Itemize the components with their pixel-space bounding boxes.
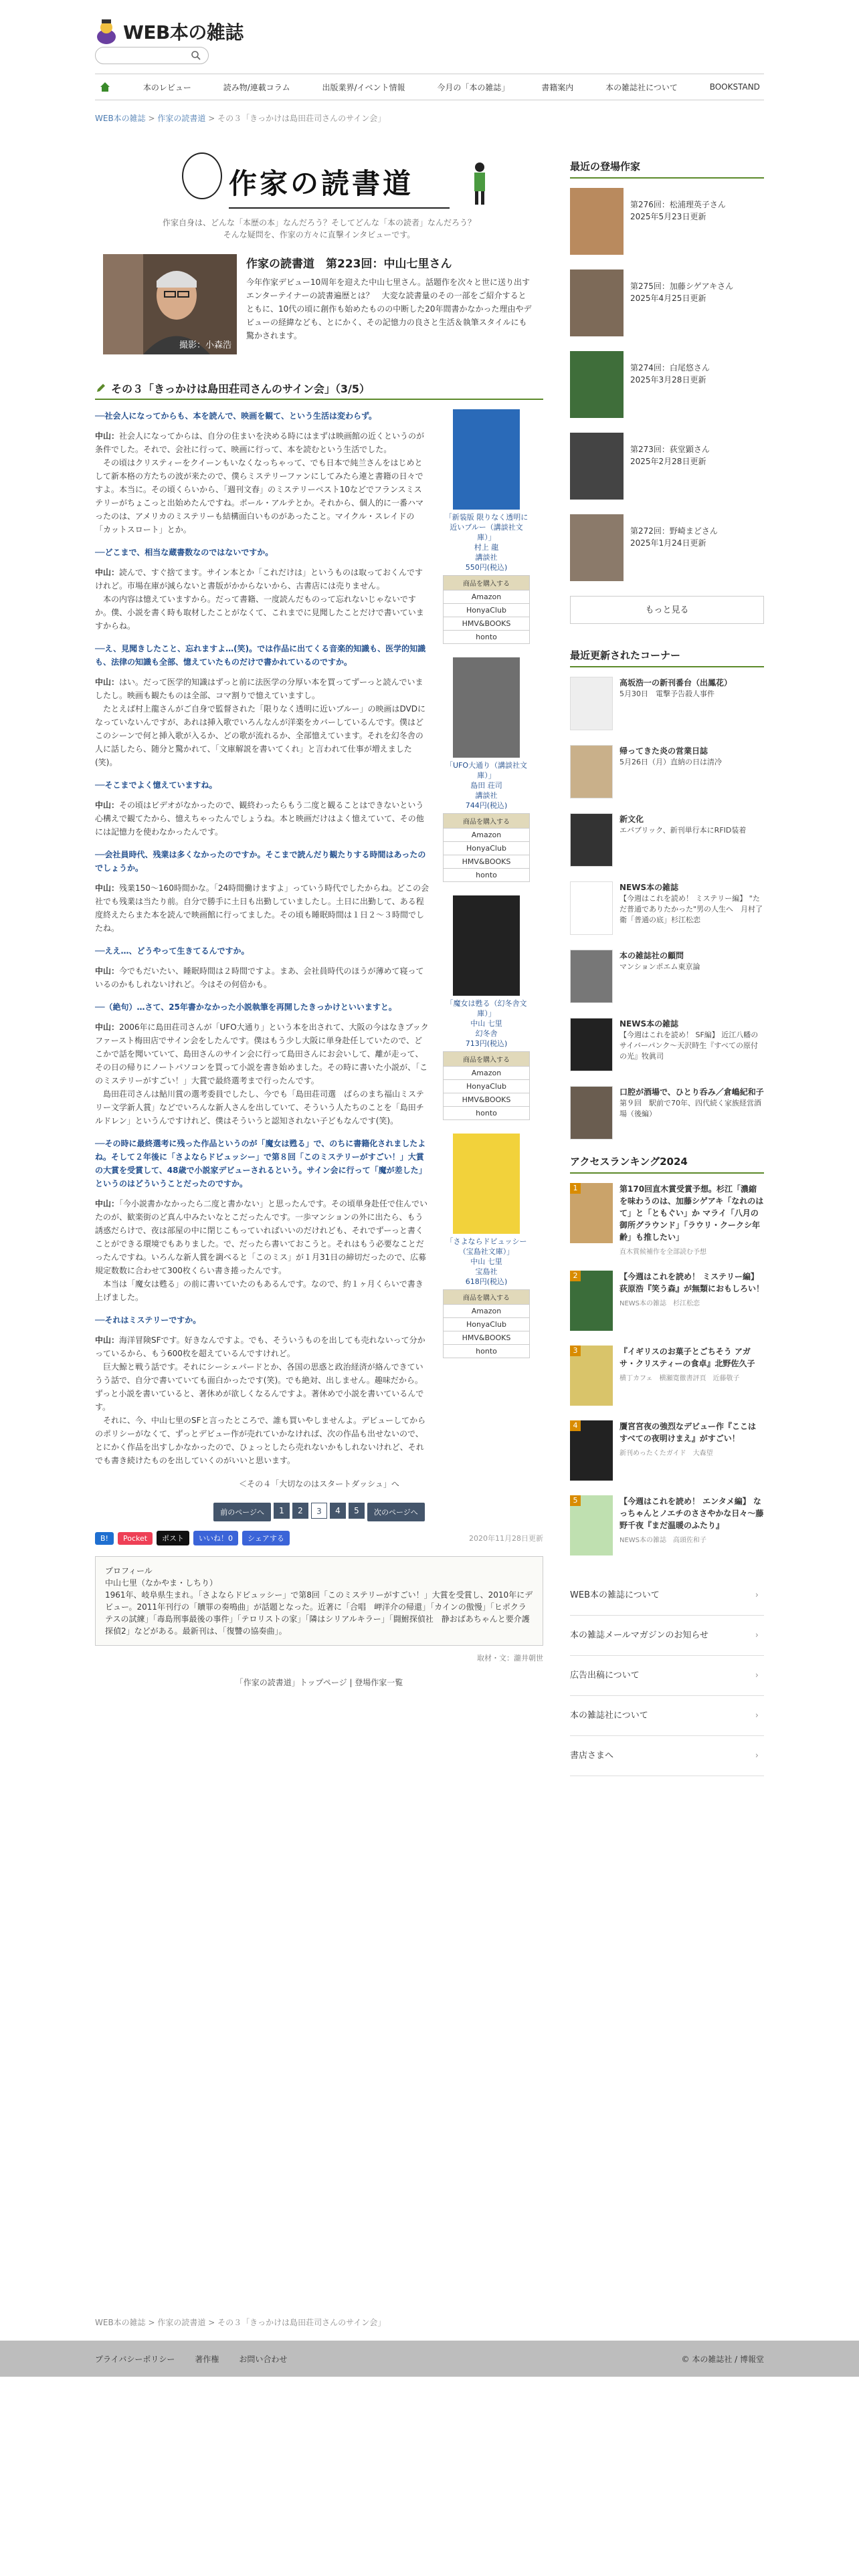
latest-author-episode: 第275回：加藤シゲアキさん	[630, 282, 734, 291]
answer-paragraph: 中山：残業150〜160時間かな。「24時間働けますよ」っていう時代でしたからね。どこの会社でも残業は当たり前。自分で勝手に土日も出勤していましたし。土日に出勤して、ある程度終えたらまた本を読んで映画館に行ってました。その頃も睡眠時間は１日２〜３時間でしたね。	[95, 883, 430, 933]
corner-text	[619, 950, 700, 1003]
speaker-label: 中山：	[95, 1335, 120, 1345]
latest-author-episode: 第274回：白尾悠さん	[630, 363, 710, 372]
breadcrumb-sep: >	[148, 114, 155, 123]
speaker-label: 中山：	[95, 677, 120, 687]
shop-link-hmvbooks[interactable]: HMV&BOOKS	[443, 855, 530, 869]
latest-author-item[interactable]	[570, 188, 764, 255]
ranking-list	[570, 1183, 764, 1555]
speaker-label: 中山：	[95, 800, 120, 810]
more-button[interactable]: もっと見る	[570, 596, 764, 624]
author-photo	[103, 254, 237, 354]
latest-author-episode: 第273回：荻堂顕さん	[630, 445, 710, 454]
ranking-source: NEWS本の雑誌 高頭佐和子	[619, 1537, 707, 1544]
answer-paragraph: 本の内容は憶えていますから。だって書籍、一度読んだものって忘れないじゃないですか。僕、小説を書く時も取材したことがなくて、これまでに見聞したことだけで書いていますからね。	[95, 595, 424, 631]
interview-intro	[95, 254, 543, 361]
book-cover[interactable]	[453, 1134, 520, 1234]
corner-text	[619, 1086, 764, 1140]
interview-question: ──ええ…、どうやって生きてるんですか。	[95, 946, 250, 956]
interview-question: ──そこまでよく憶えていますね。	[95, 780, 217, 790]
author-thumbnail	[570, 188, 624, 255]
speaker-label: 中山：	[95, 568, 120, 577]
corner-name: 本の雑誌社の顧問	[619, 951, 684, 960]
corner-text	[619, 1018, 764, 1071]
latest-author-text	[630, 514, 718, 581]
latest-author-item[interactable]	[570, 270, 764, 336]
corner-header	[95, 147, 543, 239]
shop-link-honto[interactable]: honto	[443, 630, 530, 644]
speech-bubble-icon	[182, 152, 222, 199]
shop-link-amazon[interactable]: Amazon	[443, 1304, 530, 1318]
ranking-thumbnail	[570, 1420, 613, 1481]
recent-corner-item[interactable]	[570, 1086, 764, 1140]
latest-author-text	[630, 433, 710, 500]
interview-lead: 今年作家デビュー10周年を迎えた中山七里さん。話題作を次々と世に送り出すエンターテイナーの読書遍歴とは？ 大変な読書量のその一部をご紹介するとともに、10代の頃に創作も始めたものの中断した20年間書かなかった理由やデビューの経緯なども、とにかく、その記憶力の良さと生活＆執筆スタイルにも驚かされます。	[246, 278, 532, 340]
page-number[interactable]: 4	[330, 1503, 346, 1519]
ranking-title: 贋宮宮夜の強烈なデビュー作『ここはすべての夜明けまえ』がすごい！	[619, 1422, 757, 1443]
ranking-text	[619, 1271, 764, 1331]
latest-author-item[interactable]	[570, 514, 764, 581]
nav-industry[interactable]: 出版業界/イベント情報	[322, 82, 405, 92]
section-title	[95, 377, 543, 400]
breadcrumb-home[interactable]: WEB本の雑誌	[95, 114, 146, 123]
sidebar-link[interactable]: 本の雑誌メールマガジンのお知らせ ›	[570, 1616, 764, 1656]
book-price: 713円(税込)	[465, 1039, 508, 1048]
shop-link-amazon[interactable]: Amazon	[443, 828, 530, 842]
answer-paragraph: 中山：今でもだいたい、睡眠時間は２時間ですよ。まあ、会社員時代のほうが薄めて寝っているのかもしれないけれど。今はその何倍かも。	[95, 966, 424, 989]
ranking-thumbnail	[570, 1271, 613, 1331]
speaker-label: 中山：	[95, 431, 120, 441]
logo-mascot-icon	[95, 18, 118, 45]
nav-books[interactable]: 書籍案内	[541, 82, 574, 92]
corner-thumbnail	[570, 881, 613, 935]
answer-paragraph: それに、今、中山七里のSFと言ったところで、誰も買いやしませんよ。デビューしてからのポリシーがなくて、ずっとデビュー作が売れていかなければ、次の作品も出せないので、とにかく作品を出すしかなかったので、ひょっとしたら売れないかもしれないけれど、それでも書き続けたものを出していくのがいいと思います。	[95, 1416, 426, 1465]
corner-text	[619, 745, 722, 798]
book-pub: 幻冬舎	[475, 1029, 498, 1038]
book-cover[interactable]	[453, 409, 520, 510]
answer-paragraph: 巨大鯨と戦う話です。それにシーシェパードとか、各国の思惑と政治経済が絡んできていうう話で、自分で書いていても面白かったです(笑)。でも絶対、出しません。趣味だから。ずっと小説を書いていると、著休めが欲しくなるんですよ。著休めで小説を書いているんです。	[95, 1362, 424, 1412]
interview-question: ──社会人になってからも、本を読んで、映画を観て、という生活は変わらず。	[95, 411, 377, 421]
book-price: 550円(税込)	[465, 563, 508, 572]
logo-text: WEB本の雑誌	[123, 21, 244, 43]
ranking-text	[619, 1420, 764, 1481]
ranking-item[interactable]	[570, 1495, 764, 1555]
recent-corner-item[interactable]	[570, 813, 764, 867]
recent-corner-item[interactable]	[570, 1018, 764, 1071]
shop-link-honyaclub[interactable]: HonyaClub	[443, 1317, 530, 1331]
interview-question: ──（絶句）…さて、25年書かなかった小説執筆を再開したきっかけといいますと。	[95, 1002, 397, 1012]
latest-author-date: 2025年1月24日更新	[630, 538, 706, 548]
answer-paragraph: その頃はクリスティーをクイーンもいなくなっちゃって、でも日本で純兰さんをはじめとして新本格の方たちの波が来たので、僕らミステリーファンにしてみたら連と書籍の日々ですよ。本当に。その頃くらいから、「週刊文春」のミステリーベスト10などでフランスミステリーがちょこっと出始めたんですね。ポール・アルテとか。それから、個人的に一番ハマったのは、アメリカのミステリーも結構面白いものがあったこと。マイクル・スレイドの「カットスロート」とか。	[95, 458, 424, 534]
shop-link-hmvbooks[interactable]: HMV&BOOKS	[443, 1331, 530, 1345]
sidebar-link[interactable]: 書店さまへ ›	[570, 1736, 764, 1776]
facebook-share-button[interactable]: シェアする	[242, 1531, 290, 1545]
corner-thumbnail	[570, 950, 613, 1003]
corner-update: 5月26日（月）直納の日は清冷	[619, 758, 722, 766]
tagline-line-2: そんな疑問を、作家の方々に直撃インタビューです。	[223, 230, 415, 239]
page-number[interactable]: 2	[292, 1503, 308, 1519]
interview-body	[95, 409, 543, 1467]
prev-page-button[interactable]: 前のページへ	[213, 1503, 271, 1521]
ranking-item[interactable]	[570, 1346, 764, 1406]
ranking-item[interactable]	[570, 1420, 764, 1481]
corner-name: 帰ってきた炎の営業日誌	[619, 746, 708, 756]
breadcrumb-home[interactable]: WEB本の雑誌	[95, 2318, 146, 2327]
shop-link-honyaclub[interactable]: HonyaClub	[443, 841, 530, 855]
photo-credit: 撮影：小森浩	[179, 340, 231, 350]
rank-number: 3	[570, 1346, 581, 1356]
episode-title: 作家の読書道 第223回：中山七里さん	[246, 257, 452, 271]
profile-name: 中山七里（なかやま・しちり）	[105, 1578, 218, 1588]
answer-paragraph: 島田荘司さんは鮎川賞の選考委員でしたし、今でも「島田荘司選 ばらのまち福山ミステリー文学新人賞」などでいろんな新人さんを出していて、そういう人たちのことを「島田チルドレン」というんですけれど、僕はそういうと認知されない子どもなんです(笑)。	[95, 1089, 424, 1125]
buy-label: 商品を購入する	[443, 813, 530, 829]
sidebar-link[interactable]: 本の雑誌社について ›	[570, 1696, 764, 1736]
latest-author-item[interactable]	[570, 351, 764, 418]
next-chapter-link[interactable]: ＜その４「大切なのはスタートダッシュ」へ	[239, 1479, 399, 1489]
ranking-title: 【今週はこれを読め！ エンタメ編】 なっちゃんとノエチのささやかな日々〜藤野千夜『まだ温暖のふたり』	[619, 1497, 764, 1530]
breadcrumb	[95, 112, 764, 126]
corner-name: 新文化	[619, 815, 644, 824]
home-icon[interactable]	[99, 81, 111, 93]
recent-corner-item[interactable]	[570, 881, 764, 935]
x-post-button[interactable]: ポスト	[157, 1531, 189, 1545]
latest-author-episode: 第276回：松浦理英子さん	[630, 200, 726, 209]
shop-link-honto[interactable]: honto	[443, 1106, 530, 1120]
latest-author-date: 2025年4月25日更新	[630, 294, 706, 303]
site-logo[interactable]	[95, 16, 244, 47]
interview-credit: 取材・文：瀧井朝世	[477, 1654, 543, 1662]
ranking-source: 横丁カフェ 横瀬寛徹書評頁 近藤敬子	[619, 1375, 740, 1382]
book-item	[443, 657, 530, 882]
interview-answer	[95, 881, 430, 935]
buy-label: 商品を購入する	[443, 575, 530, 591]
ranking-item[interactable]	[570, 1271, 764, 1331]
speaker-label: 中山：	[95, 1023, 120, 1032]
interview-answer	[95, 1197, 430, 1304]
corner-tagline	[95, 217, 543, 241]
shop-link-hmvbooks[interactable]: HMV&BOOKS	[443, 617, 530, 631]
book-item	[443, 895, 530, 1120]
author-thumbnail	[570, 351, 624, 418]
book-list	[443, 409, 530, 1372]
rank-number: 2	[570, 1271, 581, 1281]
book-title[interactable]: 「魔女は甦る（幻冬舎文庫）」	[446, 999, 527, 1018]
interview-answer	[95, 429, 430, 536]
search-input[interactable]	[104, 47, 197, 64]
search-box	[95, 47, 209, 64]
ranking-source: 新刊めったくたガイド 大森望	[619, 1450, 713, 1457]
updated-date: 2020年11月28日更新	[469, 1534, 543, 1543]
corner-links[interactable]: 「作家の読書道」トップページ | 登場作家一覧	[235, 1678, 403, 1687]
ranking-thumbnail	[570, 1495, 613, 1555]
facebook-like-button[interactable]: いいね！0	[193, 1531, 238, 1545]
sidebar-links	[570, 1576, 764, 1776]
speaker-label: 中山：	[95, 883, 120, 893]
share-bar	[95, 1531, 543, 1545]
interview-question: ──それはミステリーですか。	[95, 1315, 201, 1325]
corner-name: 高坂浩一の新刊番台（出鳳花）	[619, 678, 733, 687]
breadcrumb-sep: >	[208, 2318, 215, 2327]
answer-paragraph: 中山：「今小説書かなかったら二度と書かない」と思ったんです。その頃単身赴任で住んでいたのが、歓楽街のど真ん中みたいなとこだったんです。一歩マンションの外に出たら、もう誘惑だらけで、夜は部屋の中に閉じこもっていればいいのだけれども、それでずーっと書くことができる環境でもありました。で、だったら書いておこうと。それはもう必要なことだったんですね。いろんな新人賞を調べると「このミス」が１月31日の締切だったので、広募規定数数に合わせて300枚くらい書き捲ったんです。	[95, 1199, 428, 1275]
book-author: 村上 龍	[474, 543, 499, 552]
rank-number: 1	[570, 1183, 581, 1194]
speaker-label: 中山：	[95, 966, 120, 976]
breadcrumb-corner[interactable]: 作家の読書道	[157, 2318, 206, 2327]
ranking-title: 『イギリスのお菓子とごちそう アガサ・クリスティーの食卓』北野佐久子	[619, 1347, 755, 1368]
recent-corner-item[interactable]	[570, 950, 764, 1003]
page-number[interactable]: 3	[311, 1503, 327, 1519]
nav-bookstand[interactable]: BOOKSTAND	[709, 82, 760, 92]
tagline-line-1: 作家自身は、どんな「本歴の本」なんだろう？そしてどんな「本の読者」なんだろう？	[162, 218, 476, 227]
ranking-source: 直木賞候補作を全部読む予想	[619, 1249, 706, 1256]
breadcrumb-current: その３「きっかけは島田荘司さんのサイン会」	[217, 2318, 386, 2327]
shop-link-honyaclub[interactable]: HonyaClub	[443, 1079, 530, 1093]
corner-thumbnail	[570, 1086, 613, 1140]
answer-paragraph: 中山：海洋冒険SFです。好きなんですよ。でも、そういうものを出しても売れないって分かっているから、もう600枚を超えているんですけれど。	[95, 1335, 425, 1358]
latest-author-item[interactable]	[570, 433, 764, 500]
speaker-label: 中山：	[95, 1199, 120, 1208]
author-thumbnail	[570, 433, 624, 500]
recent-corners-list	[570, 677, 764, 1140]
interview-question: ──どこまで、相当な蔵書数なのではないですか。	[95, 548, 274, 557]
ranking-text	[619, 1495, 764, 1555]
corner-title: 作家の読書道	[229, 167, 414, 200]
breadcrumb-bottom	[95, 2317, 385, 2328]
profile-heading: プロフィール	[105, 1566, 153, 1576]
corner-thumbnail	[570, 677, 613, 730]
author-thumbnail	[570, 514, 624, 581]
breadcrumb-current: その３「きっかけは島田荘司さんのサイン会」	[217, 114, 386, 123]
page-number[interactable]: 1	[274, 1503, 290, 1519]
corner-name: NEWS本の雑誌	[619, 883, 679, 892]
latest-author-episode: 第272回：野崎まどさん	[630, 526, 718, 536]
shop-link-honyaclub[interactable]: HonyaClub	[443, 603, 530, 617]
page-number[interactable]: 5	[349, 1503, 365, 1519]
ranking-source: NEWS本の雑誌 杉江松恋	[619, 1300, 700, 1307]
latest-author-text	[630, 188, 726, 255]
divider	[229, 207, 450, 209]
answer-paragraph: 中山：はい。だって医学的知識はずっと前に法医学の分厚い本を買ってずーっと読んでいましたし。映画も観たものは全部、コマ割りで憶えていますし。	[95, 677, 423, 700]
book-item	[443, 1134, 530, 1358]
footer-privacy-link[interactable]: プライバシーポリシー	[95, 2354, 175, 2364]
buy-label: 商品を購入する	[443, 1289, 530, 1305]
answer-paragraph: 中山：読んで、すぐ捨てます。サイン本とか「これだけは」というものは取っておくんですけれど。市場在庫が減らないと書版がかからないから、古書店には売りません。	[95, 568, 423, 591]
answer-paragraph: 本当は「魔女は甦る」の前に書いていたのもあるんです。なので、約１ヶ月くらいで書き上げました。	[95, 1279, 423, 1302]
pager-buttons	[95, 1503, 543, 1521]
book-pub: 宝島社	[475, 1267, 498, 1276]
latest-author-date: 2025年3月28日更新	[630, 375, 706, 385]
book-author: 中山 七里	[470, 1019, 502, 1028]
interview-question: ──え、見聞きしたこと、忘れますよ…(笑)。では作品に出てくる音楽的知識も、医学的知識も、法律の知識も全部、憶えていたものだけで書かれているのですか。	[95, 644, 426, 667]
corner-thumbnail	[570, 745, 613, 798]
latest-authors-list	[570, 188, 764, 581]
interview-answer	[95, 675, 430, 769]
latest-author-text	[630, 270, 733, 336]
book-item	[443, 409, 530, 644]
book-cover[interactable]	[453, 657, 520, 758]
interview-answer	[95, 964, 430, 991]
corner-thumbnail	[570, 813, 613, 867]
answer-paragraph: 中山：社会人になってからは、自分の住まいを決める時にはまずは映画館の近くというのが条件でした。それで、会社に行って、映画に行って、本を読むという生活でした。	[95, 431, 425, 454]
global-nav	[95, 74, 764, 100]
site-header	[95, 0, 764, 67]
latest-authors-heading: 最近の登場作家	[570, 159, 764, 179]
footer-copyright: © 本の雑誌社 / 博報堂	[681, 2354, 764, 2364]
ranking-text	[619, 1346, 764, 1406]
book-title[interactable]: 「UFO大通り（講談社文庫）」	[445, 761, 528, 780]
latest-author-text	[630, 351, 710, 418]
book-price: 618円(税込)	[465, 1277, 508, 1286]
rank-number: 5	[570, 1495, 581, 1506]
interview-answer	[95, 1333, 430, 1467]
next-page-button[interactable]: 次のページへ	[367, 1503, 425, 1521]
answer-paragraph: 中山：その頃はビデオがなかったので、観終わったらもう二度と観ることはできないという心構えで観てたから、憶えちゃったんでしょうね。本と映画だけはよく憶えていて、その他には記憶力を使わなかったんです。	[95, 800, 424, 837]
pager	[95, 1478, 543, 1521]
book-title[interactable]: 「新装版 限りなく透明に近いブルー（講談社文庫）」	[444, 513, 529, 542]
latest-author-date: 2025年5月23日更新	[630, 212, 706, 221]
corner-text	[619, 881, 764, 935]
corner-name: NEWS本の雑誌	[619, 1019, 679, 1029]
book-cover[interactable]	[453, 895, 520, 996]
latest-author-date: 2025年2月28日更新	[630, 457, 706, 466]
sidebar	[570, 159, 764, 1776]
recent-corner-item[interactable]	[570, 745, 764, 798]
sidebar-link[interactable]: 広告出稿について ›	[570, 1656, 764, 1696]
qa-column	[95, 409, 430, 1467]
main-content	[95, 147, 543, 1688]
footer-copyright-link[interactable]: 著作権	[195, 2354, 219, 2364]
author-thumbnail	[570, 270, 624, 336]
rank-number: 4	[570, 1420, 581, 1431]
author-profile	[95, 1556, 543, 1646]
ranking-heading: アクセスランキング2024	[570, 1154, 764, 1174]
corner-update: マンションポエム東京論	[619, 962, 700, 971]
recent-corner-item[interactable]	[570, 677, 764, 730]
corner-update: 第９回 駅前で70年、四代続く家族経営酒場（後編）	[619, 1099, 761, 1118]
book-price: 744円(税込)	[465, 801, 508, 810]
shop-link-hmvbooks[interactable]: HMV&BOOKS	[443, 1093, 530, 1107]
breadcrumb-sep: >	[208, 114, 215, 123]
ranking-title: 第170回直木賞受賞予想。杉江「濃縮を味わうのは、加藤シゲアキ「なれのはて」と「ともぐい」か マライ「八月の御所グラウンド」「ラウリ・クークシ年齢」も推したい」	[619, 1184, 764, 1242]
corner-update: 【今週はこれを読め！ SF編】 近江八幡のサイバーパンク〜天沢時生『すべての原付の光』牧眞司	[619, 1031, 759, 1061]
interview-question: ──その時に最終選考に残った作品というのが「魔女は甦る」で、のちに書籍化されましたよね。そして２年後に「さよならドビュッシー」で第８回「このミステリーがすごい！」大賞の大賞を受賞して、48歳で小説家デビューされるという。サイン会に行って「魔が差した」というのはどういうことだったのですか。	[95, 1139, 427, 1188]
buy-label: 商品を購入する	[443, 1051, 530, 1067]
corner-update: エバブリック、新刊単行本にRFID装着	[619, 826, 747, 835]
nav-columns[interactable]: 読み物/連載コラム	[223, 82, 290, 92]
interview-answer	[95, 798, 430, 839]
shop-link-amazon[interactable]: Amazon	[443, 590, 530, 604]
shop-link-amazon[interactable]: Amazon	[443, 1066, 530, 1080]
hatena-bookmark-button[interactable]: B!	[95, 1532, 114, 1545]
book-pub: 講談社	[475, 553, 498, 562]
footer-contact-link[interactable]: お問い合わせ	[239, 2354, 288, 2364]
book-title[interactable]: 「さよならドビュッシー（宝島社文庫）」	[446, 1237, 527, 1256]
search-icon[interactable]	[191, 50, 201, 61]
sidebar-link[interactable]: WEB本の雑誌について ›	[570, 1576, 764, 1616]
corner-name: 口腔が酒場で、ひとり呑み／倉嶋紀和子	[619, 1087, 764, 1097]
book-author: 中山 七里	[470, 1257, 502, 1266]
interview-answer	[95, 566, 430, 633]
shop-link-honto[interactable]: honto	[443, 1344, 530, 1358]
breadcrumb-sep: >	[148, 2318, 155, 2327]
pocket-button[interactable]: Pocket	[118, 1532, 153, 1545]
ranking-item[interactable]	[570, 1183, 764, 1256]
corner-text	[619, 813, 746, 867]
pencil-icon	[95, 382, 107, 394]
nav-reviews[interactable]: 本のレビュー	[142, 82, 191, 92]
book-author: 島田 荘司	[470, 781, 502, 790]
corner-update: 5月30日 電撃予告殺人事件	[619, 689, 714, 698]
corner-update: 【今週はこれを読め！ ミステリー編】 "ただ普通でありたかった"男の人生へ 月村了衛「普通の底」杉江松恋	[619, 894, 763, 924]
ranking-text	[619, 1183, 764, 1256]
breadcrumb-corner[interactable]: 作家の読書道	[157, 114, 206, 123]
footer	[0, 2341, 859, 2377]
answer-paragraph: 中山：2006年に島田荘司さんが「UFO大通り」という本を出されて、大阪の今はなきブックファースト梅田店でサイン会をしたんです。僕はもう少し大阪に単身赴任していたので、どこかで話を聞いていて、島田さんのサイン会に行って島田さんにお会いして、離が走って、その日の帰りにノートパソコンを買って小説を書き始めました。その時に書いた小説が、「このミステリーがすごい！」大賞で最終選考まで行ったんです。	[95, 1023, 429, 1085]
interview-answer	[95, 1021, 430, 1128]
corner-thumbnail	[570, 1018, 613, 1071]
book-pub: 講談社	[475, 791, 498, 800]
interview-question: ──会社員時代、残業は多くなかったのですか。そこまで読んだり観たりする時間はあったのでしょうか。	[95, 850, 426, 873]
ranking-thumbnail	[570, 1346, 613, 1406]
nav-about[interactable]: 本の雑誌社について	[605, 82, 678, 92]
ranking-title: 【今週はこれを読め！ ミステリー編】 荻原浩『笑う森』が無類におもしろい！	[619, 1272, 765, 1293]
reader-illustration-icon	[466, 160, 493, 207]
nav-monthly[interactable]: 今月の「本の雑誌」	[437, 82, 510, 92]
ranking-thumbnail	[570, 1183, 613, 1243]
recent-corners-heading: 最近更新されたコーナー	[570, 648, 764, 667]
answer-paragraph: たとえば村上龍さんがご自身で監督された「限りなく透明に近いブルー」の映画はDVDになっていないんですが、あれは挿入歌でいろんなんが洋楽をカバーしているんです。僕はどこのシーンで何と挿入歌が入るか、どの歌が流れるか、全部憶えています。それを幻冬舎の人に話したら、随分と驚かれて、「文庫解説を書いてくれ」と言われて仕事が増えました(笑)。	[95, 704, 426, 767]
shop-link-honto[interactable]: honto	[443, 868, 530, 882]
section-title-text: その３「きっかけは島田荘司さんのサイン会」（3/5）	[111, 382, 370, 395]
profile-text: 1961年、岐阜県生まれ。「さよならドビュッシー」で第8回「このミステリーがすごい！」大賞を受賞し、2010年にデビュー。2011年刊行の「贖罪の奏鳴曲」が話題となった。近著に「合唱 岬洋介の帰還」「カインの傲慢」「ヒポクラテスの試練」「毒島刑事最後の事件」「テロリストの家」「隣はシリアルキラー」「闘鮒探偵社 静おばあちゃんと要介護探偵2」などがある。最新刊は、「復讐の協奏曲」。	[105, 1590, 533, 1636]
corner-text	[619, 677, 732, 730]
